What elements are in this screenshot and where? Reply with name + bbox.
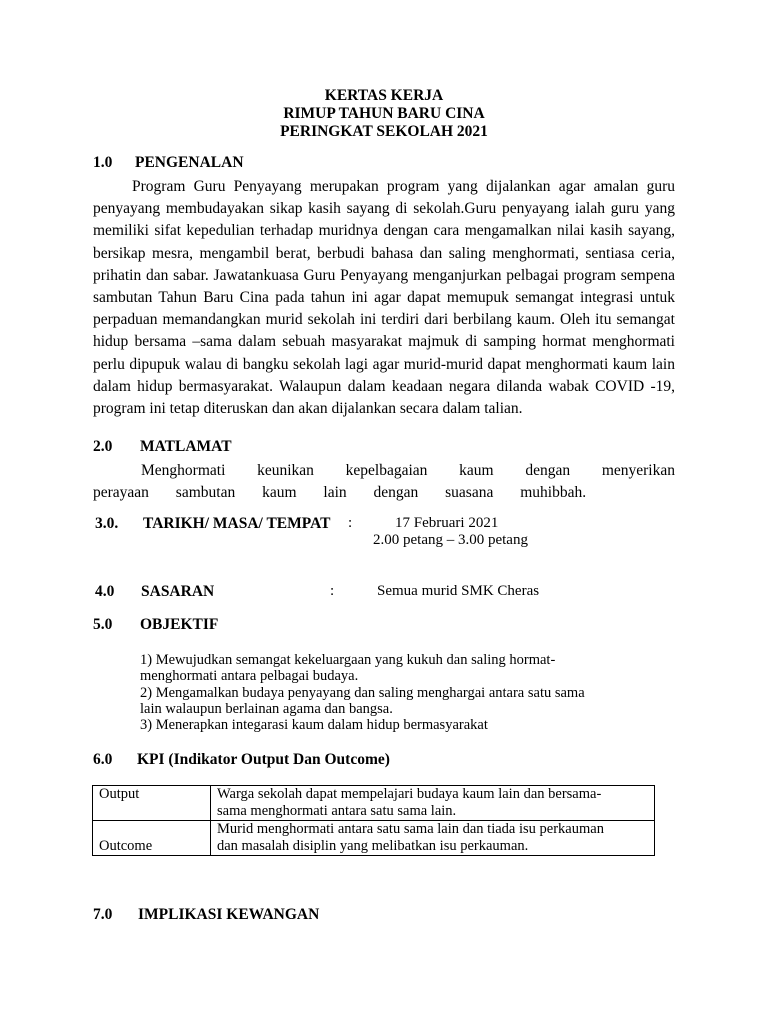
objective-line: menghormati antara pelbagai budaya. [140,668,359,685]
doc-title-line2: RIMUP TAHUN BARU CINA [283,105,485,122]
objective-line: lain walaupun berlainan agama dan bangsa. [140,700,393,717]
section-4-number: 4.0 [95,583,115,600]
section-4-title: SASARAN [141,583,215,600]
kpi-label: Output [99,786,140,802]
paragraph-line: perlu dipupuk walau di bangku sekolah lagi agar murid-murid dapat menghormati kaum lain [93,355,675,373]
paragraph-line: program ini tetap diteruskan dan akan dijalankan secara dalam talian. [93,400,523,418]
target-audience: Semua murid SMK Cheras [377,583,540,599]
section-1-paragraph [93,176,675,420]
kpi-text-cell [211,821,655,856]
paragraph-line: dalam hidup bermasyarakat. Walaupun dalam keadaan negara dilanda wabak COVID -19, [93,377,675,395]
section-2-number: 2.0 [93,438,113,455]
event-time: 2.00 petang – 3.00 petang [373,532,528,548]
section-3-colon: : [348,515,353,531]
section-3-number: 3.0. [95,515,119,532]
kpi-label-cell [93,821,211,856]
objective-line: 2) Mengamalkan budaya penyayang dan saling menghargai antara satu sama [140,684,585,701]
paragraph-line: Program Guru Penyayang merupakan program yang dijalankan agar amalan guru [132,178,675,195]
kpi-text-line: Warga sekolah dapat mempelajari budaya kaum lain dan bersama- [217,786,602,802]
paragraph-line: hidup bersama –sama dalam sebuah masyarakat majmuk di samping hormat menghormati [93,333,675,351]
objective-line: 1) Mewujudkan semangat kekeluargaan yang kukuh dan saling hormat- [140,652,556,668]
paragraph-line: sambutan Tahun Baru Cina pada tahun ini agar dapat memupuk semangat integrasi untuk [93,289,675,307]
paragraph-line: prihatin dan sabar. Jawatankuasa Guru Penyayang menganjurkan pelbagai program sempena [93,266,675,284]
kpi-text-line: dan masalah disiplin yang melibatkan isu perkauman. [217,838,529,854]
section-7-title: IMPLIKASI KEWANGAN [138,906,320,923]
kpi-text-line: sama menghormati antara satu sama lain. [217,803,457,819]
kpi-label: Outcome [99,838,153,854]
section-1-number: 1.0 [93,154,113,171]
paragraph-line: perpaduan memandangkan murid sekolah ini terdiri dari berbilang kaum. Oleh itu semangat [93,311,675,329]
table-row [93,821,655,856]
kpi-text-line: Murid menghormati antara satu sama lain dan tiada isu perkauman [217,821,604,837]
section-7-number: 7.0 [93,906,113,923]
section-6-number: 6.0 [93,751,113,768]
section-5-title: OBJEKTIF [140,616,219,633]
event-date: 17 Februari 2021 [395,515,499,531]
paragraph-line: bersikap mesra, mengambil berat, berbudi bahasa dan saling menghormati, sentiasa ceria, [93,244,675,262]
section-1-title: PENGENALAN [135,154,244,171]
section-3-title: TARIKH/ MASA/ TEMPAT [143,515,331,532]
paragraph-line: perayaan sambutan kaum lain dengan suasana muhibbah. [93,484,587,502]
kpi-label-cell [93,786,211,821]
section-2-title: MATLAMAT [140,438,232,455]
kpi-table [92,785,655,856]
paragraph-line: memiliki sifat kepedulian terhadap muridnya dengan cara mengamalkan nilai kasih sayang, [93,222,675,240]
kpi-text-cell [211,786,655,821]
paragraph-line: penyayang membudayakan sikap kasih sayang di sekolah.Guru penyayang ialah guru yang [93,200,675,218]
section-2-paragraph [93,460,675,504]
objective-line: 3) Menerapkan integarasi kaum dalam hidup bermasyarakat [140,717,488,734]
section-4-colon: : [330,583,335,599]
section-6-title: KPI (Indikator Output Dan Outcome) [137,751,390,768]
doc-title-line1: KERTAS KERJA [324,87,444,104]
objectives-list [140,652,585,733]
section-5-number: 5.0 [93,616,113,633]
doc-title-line3: PERINGKAT SEKOLAH 2021 [280,123,488,140]
table-row [93,786,655,821]
paragraph-line: Menghormati keunikan kepelbagaian kaum dengan menyerikan [141,462,675,479]
